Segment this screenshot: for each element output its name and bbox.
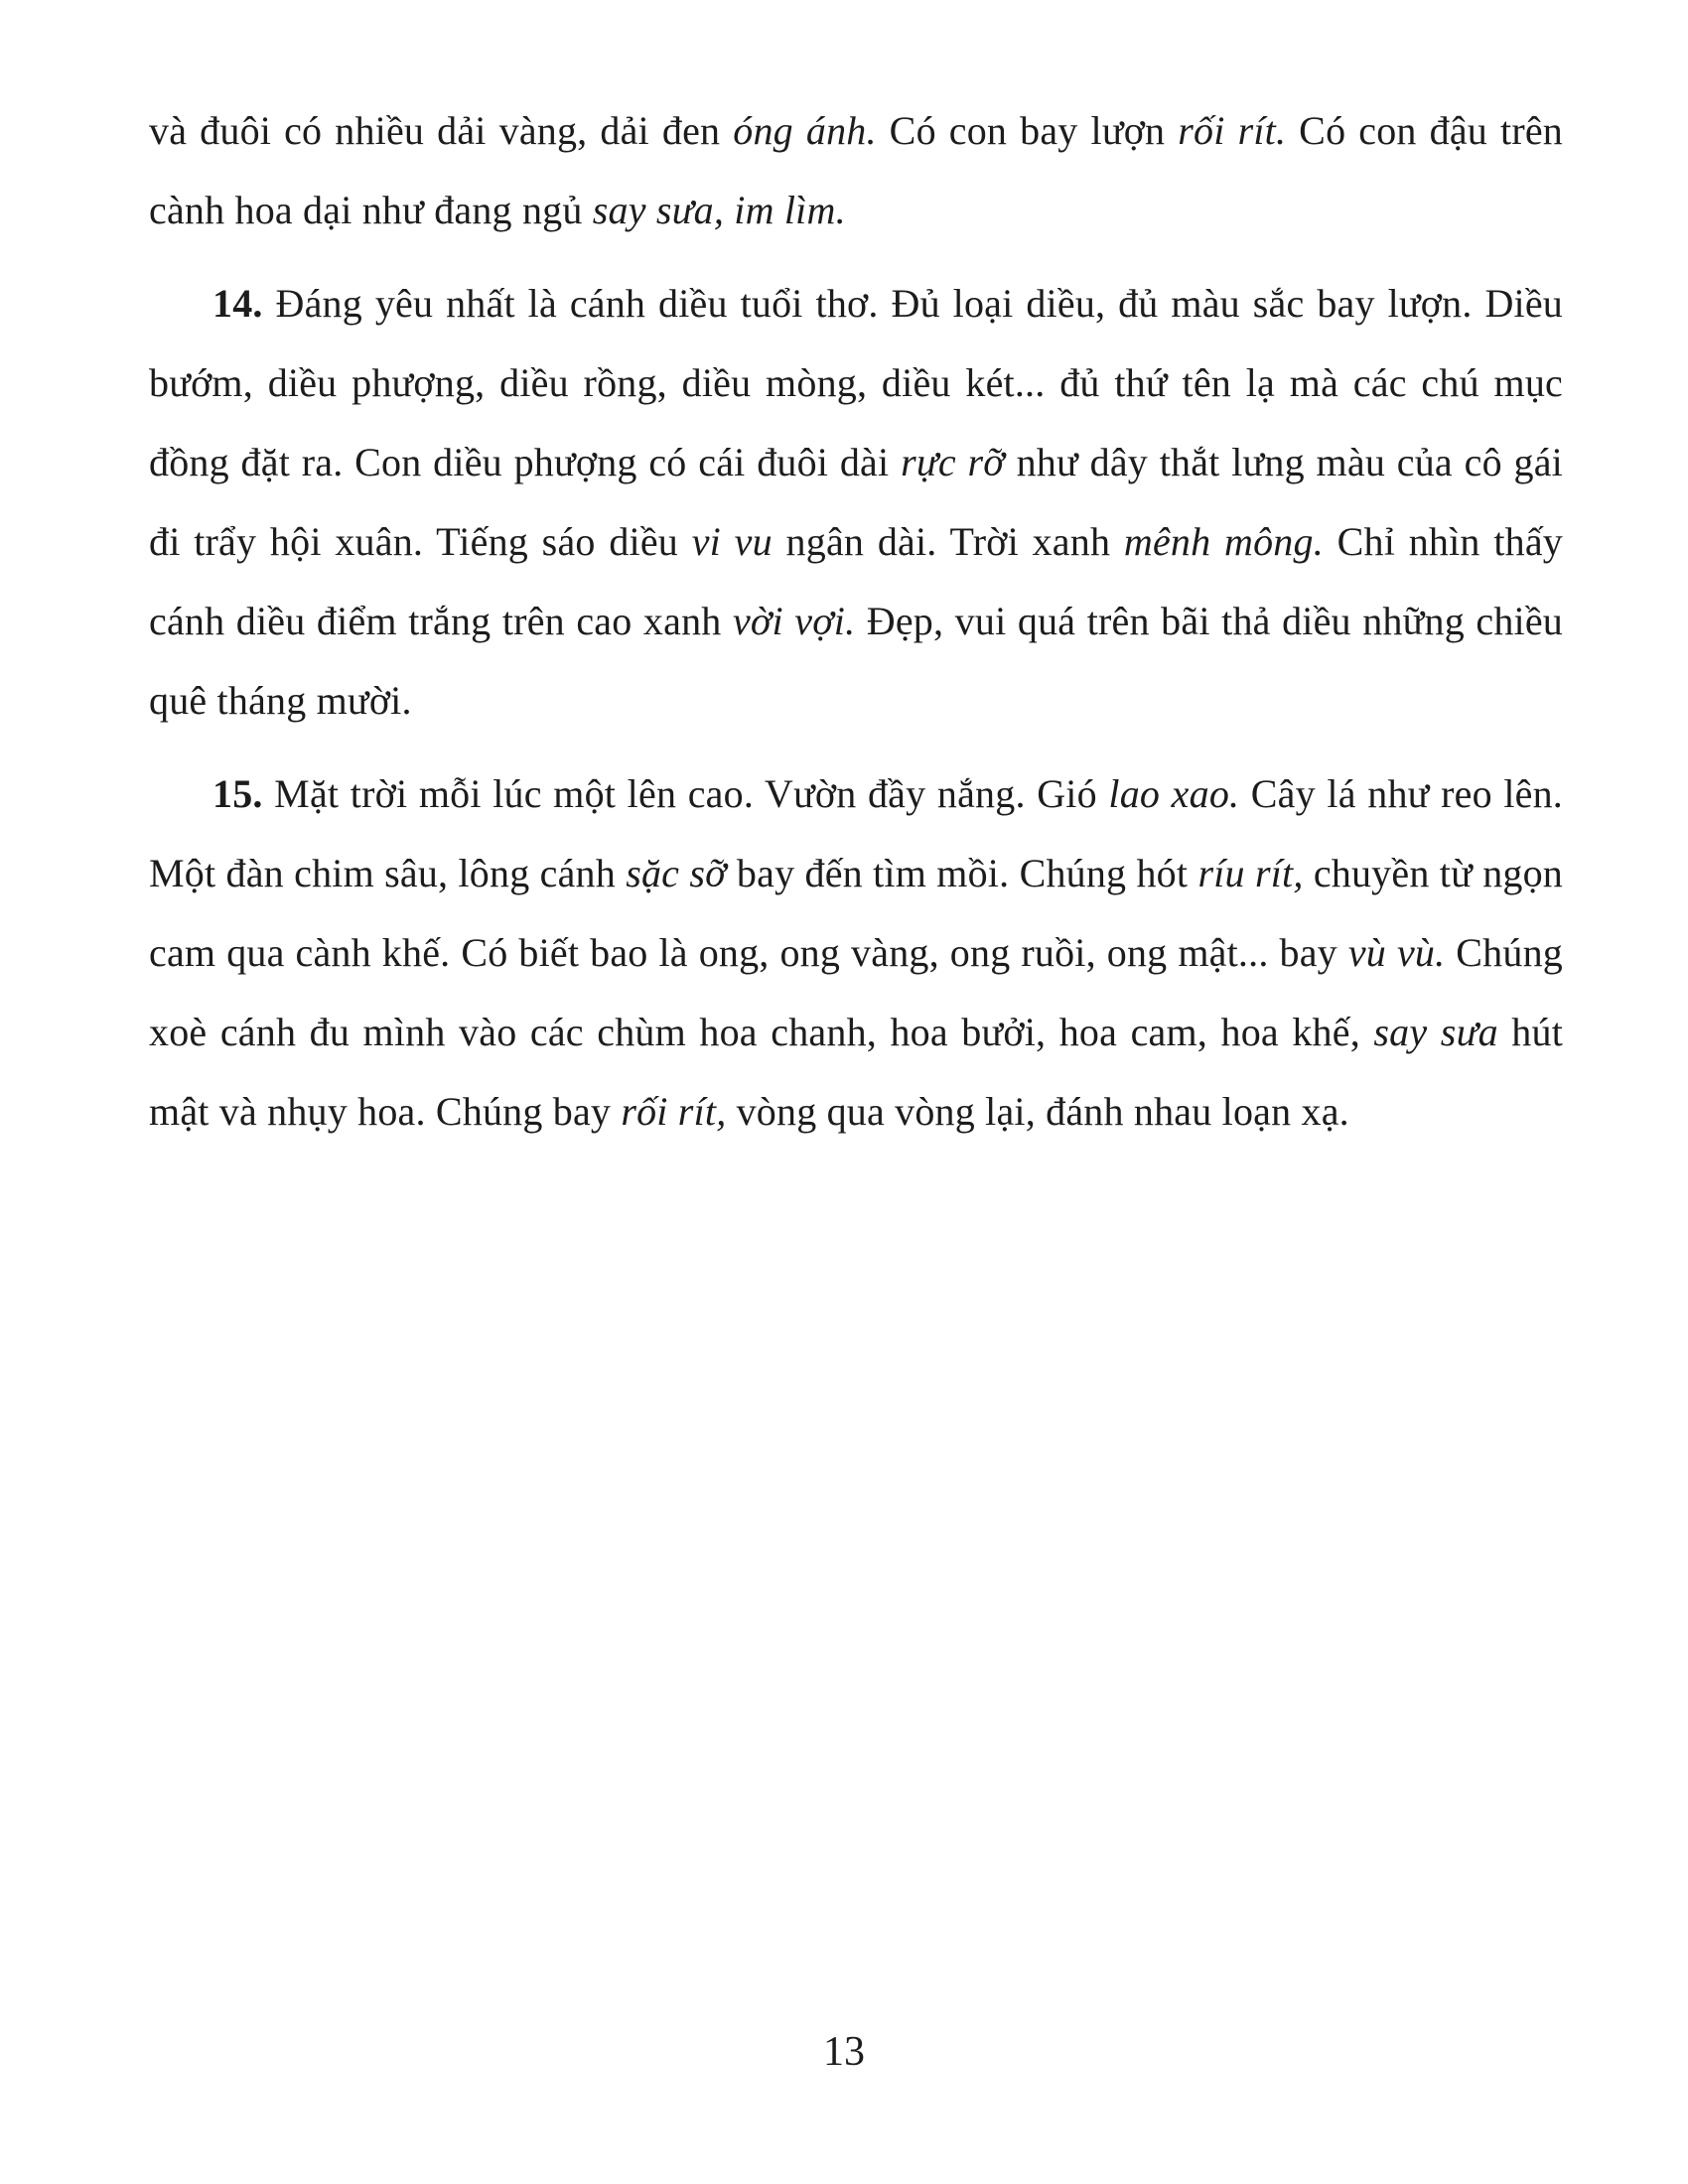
text-run: ngân dài. Trời xanh: [772, 519, 1124, 564]
text-run: Đáng yêu nhất là cánh diều tuổi thơ. Đủ loại diều, đủ màu sắc bay lượn. Diều bướm, diều phượng, diều rồng, diều mòng, diều két... đủ thứ tên lạ mà các chú mục đồng đặt ra. Con diều phượng có cái đuôi dài: [149, 281, 1563, 484]
text-run: vời vợi.: [732, 599, 856, 643]
text-run: vù vù.: [1347, 930, 1446, 975]
text-run: hút mật và nhụy hoa. Chúng bay: [149, 1010, 1564, 1134]
text-run: rực rỡ: [901, 440, 1005, 484]
text-run: lao xao.: [1108, 771, 1240, 816]
page-number: 13: [823, 2029, 865, 2075]
text-run: say sưa, im lìm.: [592, 188, 846, 232]
text-run: vi vu: [691, 519, 773, 564]
text-run: và đuôi có nhiều dải vàng, dải đen: [149, 108, 734, 153]
text-run: sặc sỡ: [626, 851, 727, 895]
text-run: vòng qua vòng lại, đánh nhau loạn xạ.: [726, 1089, 1349, 1134]
text-run: 15.: [212, 771, 263, 816]
text-run: 14.: [212, 281, 263, 326]
text-run: ríu rít,: [1197, 851, 1304, 895]
text-body: [149, 91, 1563, 1152]
text-run: Cây lá như reo lên. Một đàn chim sâu, lông cánh: [149, 771, 1564, 895]
text-run: rối rít,: [621, 1089, 727, 1134]
text-run: rối rít.: [1178, 108, 1287, 153]
text-run: chuyền từ ngọn cam qua cành khế. Có biết bao là ong, ong vàng, ong ruồi, ong mật... bay: [149, 851, 1564, 975]
text-run: Chúng xoè cánh đu mình vào các chùm hoa chanh, hoa bưởi, hoa cam, hoa khế,: [149, 930, 1563, 1054]
text-run: như dây thắt lưng màu của cô gái đi trẩy hội xuân. Tiếng sáo diều: [149, 440, 1563, 564]
paragraph: [149, 91, 1563, 250]
text-run: Có con bay lượn: [876, 108, 1179, 153]
text-run: Mặt trời mỗi lúc một lên cao. Vườn đầy nắng. Gió: [262, 771, 1109, 816]
text-run: mênh mông.: [1123, 519, 1324, 564]
text-run: óng ánh.: [733, 108, 877, 153]
text-run: Có con đậu trên cành hoa dại như đang ngủ: [149, 108, 1564, 232]
text-run: Đẹp, vui quá trên bãi thả diều những chiều quê tháng mười.: [149, 599, 1564, 723]
text-run: bay đến tìm mồi. Chúng hót: [726, 851, 1198, 895]
paragraph: [149, 754, 1563, 1152]
paragraph: [149, 264, 1563, 741]
text-run: say sưa: [1373, 1010, 1498, 1054]
text-run: Chỉ nhìn thấy cánh diều điểm trắng trên cao xanh: [149, 519, 1564, 643]
